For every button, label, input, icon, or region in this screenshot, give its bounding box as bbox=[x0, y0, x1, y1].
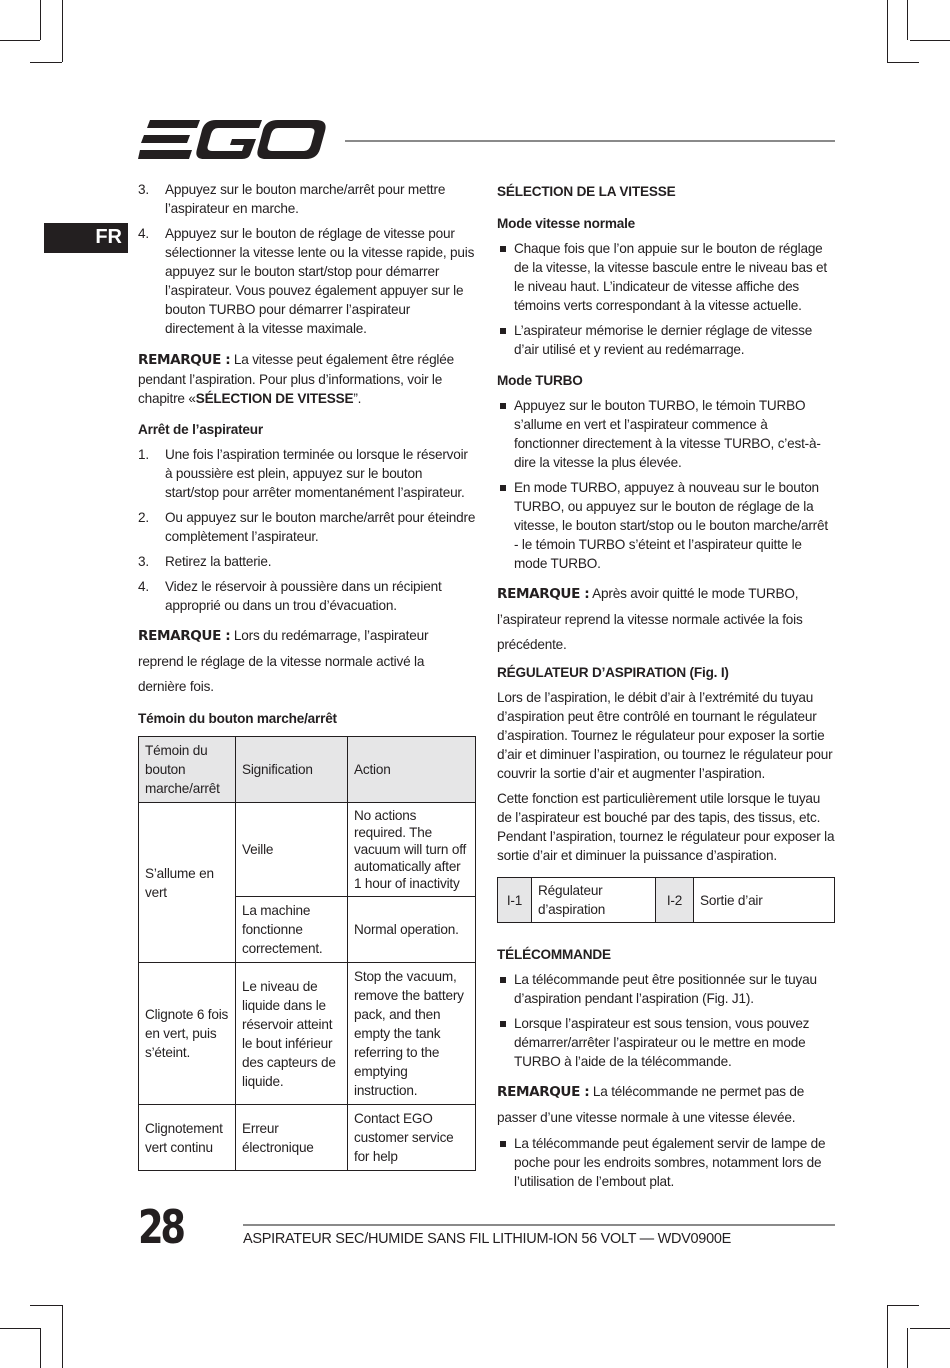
table-cell: Le niveau de liquide dans le réservoir atteint le bout inférieur des capteurs de liquide. bbox=[236, 963, 348, 1105]
crop-mark bbox=[887, 0, 888, 62]
table-cell: Contact EGO customer service for help bbox=[348, 1105, 476, 1171]
footer-rule bbox=[243, 1224, 835, 1226]
list-item: Lorsque l’aspirateur est sous tension, vous pouvez démarrer/arrêter l’aspirateur ou le mettre en mode TURBO à l’aide de la télécommande. bbox=[497, 1014, 835, 1071]
table-cell: S’allume en vert bbox=[139, 803, 236, 963]
note-turbo: REMARQUE : Après avoir quitté le mode TURBO, l’aspirateur reprend la vitesse normale activée la fois précédente. bbox=[497, 586, 803, 652]
header-rule bbox=[345, 140, 835, 142]
list-item: L’aspirateur mémorise le dernier réglage de vitesse d’air utilisé et y revient au redémarrage. bbox=[497, 321, 835, 359]
list-item: Chaque fois que l’on appuie sur le bouton de réglage de la vitesse, la vitesse bascule entre le niveau bas et le niveau haut. L’indicateur de vitesse affiche des témoins verts correspondant à la vitesse actuelle. bbox=[497, 239, 835, 315]
crop-mark bbox=[887, 1305, 888, 1368]
list-item: 3. Appuyez sur le bouton marche/arrêt pour mettre l’aspirateur en marche. bbox=[138, 182, 446, 216]
crop-mark bbox=[910, 1328, 950, 1329]
section-heading: RÉGULATEUR D’ASPIRATION (Fig. I) bbox=[497, 665, 729, 680]
note-remote: REMARQUE : La télécommande ne permet pas de passer d’une vitesse normale à une vitesse élevée. bbox=[497, 1084, 805, 1125]
list-item: 2. Ou appuyez sur le bouton marche/arrêt pour éteindre complètement l’aspirateur. bbox=[138, 510, 476, 544]
crop-mark bbox=[0, 40, 40, 41]
table-row bbox=[139, 803, 476, 897]
table-row bbox=[139, 963, 476, 1105]
table-cell: La machine fonctionne correctement. bbox=[236, 897, 348, 963]
table-header: Action bbox=[348, 737, 476, 803]
page-number: 28 bbox=[138, 1200, 183, 1254]
list-item: Appuyez sur le bouton TURBO, le témoin TURBO s’allume en vert et l’aspirateur commence à fonctionner directement à la vitesse TURBO, c’est-à-dire la vitesse la plus élevée. bbox=[497, 396, 835, 472]
crop-mark bbox=[40, 1328, 41, 1368]
crop-mark bbox=[62, 0, 63, 62]
table-header: Témoin du bouton marche/arrêt bbox=[139, 737, 236, 803]
section-heading: Témoin du bouton marche/arrêt bbox=[138, 711, 337, 726]
bullet-icon bbox=[500, 328, 506, 334]
bullet-icon bbox=[500, 1021, 506, 1027]
paragraph: Cette fonction est particulièrement utile lorsque le tuyau de l’aspirateur est bouché par des tapis, des tissus, etc. Pendant l’aspiration, tournez le régulateur pour exposer la sortie d’air et diminuer la puissance d’aspiration. bbox=[497, 791, 835, 863]
subsection-heading: Mode vitesse normale bbox=[497, 216, 636, 231]
note-restart: REMARQUE : Lors du redémarrage, l’aspirateur reprend le réglage de la vitesse normale activé la dernière fois. bbox=[138, 628, 429, 694]
subsection-heading: Mode TURBO bbox=[497, 373, 583, 388]
bullet-icon bbox=[500, 485, 506, 491]
ego-logo bbox=[138, 118, 328, 162]
crop-mark bbox=[887, 62, 919, 63]
list-item: En mode TURBO, appuyez à nouveau sur le bouton TURBO, ou appuyez sur le bouton de réglage de la vitesse, le bouton start/stop ou le bouton marche/arrêt - le témoin TURBO s’éteint et l’aspirateur quitte le mode TURBO. bbox=[497, 478, 835, 573]
section-heading: TÉLÉCOMMANDE bbox=[497, 947, 611, 962]
section-heading: Arrêt de l’aspirateur bbox=[138, 422, 263, 437]
crop-mark bbox=[30, 62, 62, 63]
crop-mark bbox=[62, 1305, 63, 1368]
table-cell: Normal operation. bbox=[348, 897, 476, 963]
table-cell: No actions required. The vacuum will turn off automatically after 1 hour of inactivity bbox=[348, 803, 476, 897]
crop-mark bbox=[907, 0, 908, 40]
section-heading: SÉLECTION DE LA VITESSE bbox=[497, 184, 676, 199]
crop-mark bbox=[40, 0, 41, 40]
note-speed: REMARQUE : La vitesse peut également être réglée pendant l’aspiration. Pour plus d’informations, voir le chapitre «SÉLECTION DE VITESSE”. bbox=[138, 352, 454, 406]
footer-title: ASPIRATEUR SEC/HUMIDE SANS FIL LITHIUM-ION 56 VOLT — WDV0900E bbox=[243, 1231, 731, 1247]
crop-mark bbox=[887, 1305, 919, 1306]
indicator-table bbox=[138, 736, 476, 1171]
table-cell: Erreur électronique bbox=[236, 1105, 348, 1171]
list-item: La télécommande peut également servir de lampe de poche pour les endroits sombres, notamment lors de l’utilisation de l’embout plat. bbox=[497, 1134, 835, 1191]
list-item: 1. Une fois l’aspiration terminée ou lorsque le réservoir à poussière est plein, appuyez sur le bouton start/stop pour arrêter momentanément l’aspirateur. bbox=[138, 447, 468, 500]
bullet-icon bbox=[500, 403, 506, 409]
table-row bbox=[139, 1105, 476, 1171]
crop-mark bbox=[0, 1328, 40, 1329]
table-row bbox=[498, 878, 835, 923]
bullet-icon bbox=[500, 977, 506, 983]
crop-mark bbox=[910, 40, 950, 41]
crop-mark bbox=[30, 1305, 62, 1306]
bullet-icon bbox=[500, 1141, 506, 1147]
bullet-icon bbox=[500, 246, 506, 252]
table-cell: Stop the vacuum, remove the battery pack, and then empty the tank referring to the emptying instruction. bbox=[348, 963, 476, 1105]
table-cell: Clignote 6 fois en vert, puis s’éteint. bbox=[139, 963, 236, 1105]
part-key: I-2 bbox=[656, 878, 694, 923]
parts-table bbox=[497, 877, 835, 923]
crop-mark bbox=[907, 1328, 908, 1368]
list-item: La télécommande peut être positionnée sur le tuyau d’aspiration pendant l’aspiration (Fig. J1). bbox=[497, 970, 835, 1008]
list-item: 3. Retirez la batterie. bbox=[138, 554, 272, 569]
part-label: Sortie d’air bbox=[694, 878, 835, 923]
list-item: 4. Videz le réservoir à poussière dans un récipient approprié ou dans un trou d’évacuation. bbox=[138, 579, 442, 613]
table-cell: Veille bbox=[236, 803, 348, 897]
left-column bbox=[138, 180, 476, 1171]
table-header-row bbox=[139, 737, 476, 803]
table-header: Signification bbox=[236, 737, 348, 803]
part-key: I-1 bbox=[498, 878, 532, 923]
right-column bbox=[497, 180, 835, 1197]
part-label: Régulateur d’aspiration bbox=[532, 878, 656, 923]
paragraph: Lors de l’aspiration, le débit d’air à l’extrémité du tuyau d’aspiration peut être contrôlé en tournant le régulateur d’aspiration. Tournez le régulateur pour exposer la sortie d’air et diminuer l’aspiration, ou tournez le régulateur pour couvrir la sortie d’air et augmenter l’aspiration. bbox=[497, 690, 833, 781]
list-item: 4. Appuyez sur le bouton de réglage de vitesse pour sélectionner la vitesse lente ou la vitesse rapide, puis appuyez sur le bouton start/stop pour démarrer l’aspirateur. Vous pouvez également appuyer sur le bouton TURBO pour démarrer l’aspirateur directement à la vitesse maximale. bbox=[138, 226, 475, 336]
table-cell: Clignotement vert continu bbox=[139, 1105, 236, 1171]
language-tab: FR bbox=[44, 223, 128, 253]
